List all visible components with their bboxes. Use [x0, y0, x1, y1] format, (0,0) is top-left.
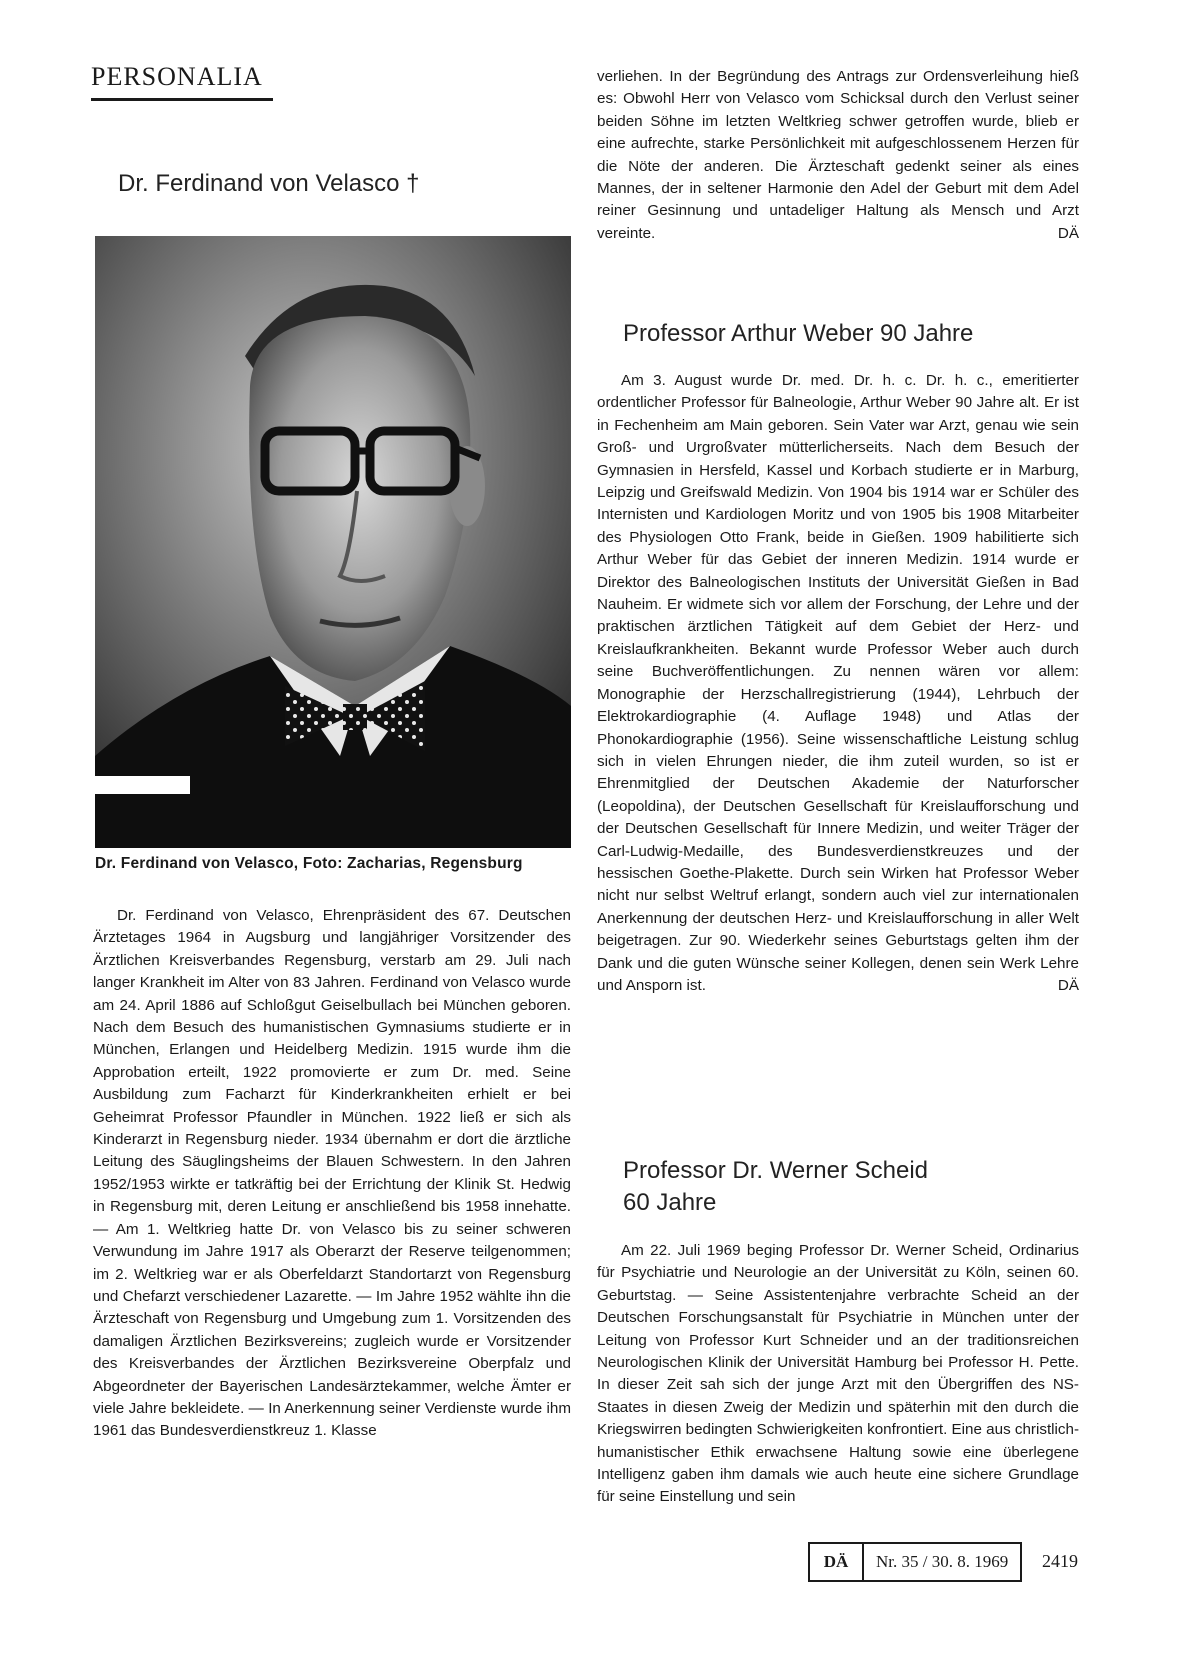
article1-signature: DÄ — [1057, 224, 1079, 242]
page-number: 2419 — [1042, 1551, 1078, 1571]
article2-signature: DÄ — [1057, 976, 1079, 994]
article2-body-column — [597, 370, 1079, 997]
article3-body: Am 22. Juli 1969 beging Professor Dr. Werner Scheid, Ordinarius für Psychiatrie und Neurologie an der Universität zu Köln, seinen 60. Geburtstag. — Seine Assistentenjahre verbrachte Scheid an der Deutschen Forschungsanstalt für Psychiatrie in München unter der Leitung von Professor Kurt Schneider und an der traditionsreichen Neurologischen Klinik der Universität Hamburg bei Professor H. Pette. In dieser Zeit sah sich der junge Arzt mit den Übergriffen des NS-Staates in diesen Zweig der Medizin und späterhin mit den durch die Kriegswirren bedingten Schwierigkeiten konfrontiert. Eine aus christlich-humanistischer Ethik erwachsene Haltung sowie eine überlegene Intelligenz gaben ihm damals wie auch heute eine sichere Grundlage für seine Einstellung und sein — [597, 1242, 1080, 1506]
article1-continuation: verliehen. In der Begründung des Antrags zur Ordensverleihung hieß es: Obwohl Herr von Velasco vom Schicksal durch den Verlust seiner beiden Söhne im letzten Weltkrieg schwer getroffen wurde, blieb er eine aufrechte, starke Persönlichkeit mit aufgeschlossenem Herzen für die Nöte der anderen. Die Ärzteschaft gedenkt seiner als eines Mannes, der in seltener Harmonie den Adel der Geburt mit dem Adel reiner Gesinnung und untadeliger Haltung als Mensch und Arzt vereinte. — [597, 68, 1079, 242]
article1-title: Dr. Ferdinand von Velasco † — [118, 170, 420, 197]
article1-body: Dr. Ferdinand von Velasco, Ehrenpräsident des 67. Deutschen Ärztetages 1964 in Augsburg und langjähriger Vorsitzender des Ärztlichen Kreisverbandes Regensburg, verstarb am 29. Juli nach langer Krankheit im Alter von 83 Jahren. Ferdinand von Velasco wurde am 24. April 1886 auf Schloßgut Geiselbullach bei München geboren. Nach dem Besuch des humanistischen Gymnasiums studierte er in München, Erlangen und Heidelberg Medizin. 1915 wurde ihm die Approbation erteilt, 1922 promovierte er zum Dr. med. Seine Ausbildung zum Facharzt für Kinderkrankheiten erhielt er bei Geheimrat Professor Pfaundler in München. 1922 ließ er sich als Kinderarzt in Regensburg nieder. 1934 übernahm er dort die ärztliche Leitung des Säuglingsheims der Blauen Schwestern. In den Jahren 1952/1953 wirkte er tatkräftig bei der Errichtung der Klinik St. Hedwig in Regensburg mit, deren Leitung er anschließend bis 1958 innehatte. — Am 1. Weltkrieg hatte Dr. von Velasco bis zu seiner schweren Verwundung im Jahre 1917 als Oberarzt der Reserve teilgenommen; im 2. Weltkrieg war er als Oberfeldarzt Standortarzt von Regensburg und Chefarzt verschiedener Lazarette. — Im Jahre 1952 wählte ihn die Ärzteschaft von Regensburg und Umgebung zum 1. Vorsitzenden des damaligen Ärztlichen Bezirksvereins; zugleich wurde er Vorsitzender des Kreisverbandes der Ärztlichen Bezirksvereine Oberpfalz und Abgeordneter der Bayerischen Landesärztekammer, welche Ämter er viele Jahre bekleidete. — In Anerkennung seiner Verdienste wurde ihm 1961 das Bundesverdienstkreuz 1. Klasse — [93, 907, 571, 1440]
journal-footer-box — [808, 1542, 1022, 1582]
article3-title-line2: 60 Jahre — [623, 1189, 717, 1216]
issue-info: Nr. 35 / 30. 8. 1969 — [876, 1552, 1009, 1571]
article1-body-column — [93, 905, 571, 1443]
journal-logo: DÄ — [810, 1544, 864, 1580]
section-label: PERSONALIA — [91, 62, 263, 91]
portrait-photo — [95, 236, 571, 848]
article2-body: Am 3. August wurde Dr. med. Dr. h. c. Dr. h. c., emeritierter ordentlicher Professor für Balneologie, Arthur Weber 90 Jahre alt. Er ist in Fechenheim am Main geboren. Sein Vater war Arzt, genau wie sein Groß- und Urgroßvater mütterlicherseits. Nach dem Besuch der Gymnasien in Hersfeld, Kassel und Korbach studierte er in Marburg, Leipzig und Greifswald Medizin. Von 1904 bis 1914 war er Schüler des Internisten und Kardiologen Moritz und von 1905 bis 1908 Mitarbeiter des Physiologen Otto Frank, beide in Gießen. 1909 habilitierte sich Arthur Weber für das Gebiet der inneren Medizin. 1914 wurde er Direktor des Balneologischen Instituts der Universität Gießen in Bad Nauheim. Er widmete sich vor allem der Forschung, der Lehre und der praktischen ärztlichen Tätigkeit auf dem Gebiet der Herz- und Kreislaufkrankheiten. Bekannt wurde Professor Weber auch durch seine Buchveröffentlichungen. Zu nennen wären vor allem: Monographie der Herzschallregistrierung (1944), Lehrbuch der Elektrokardiographie (4. Auflage 1948) und Atlas der Phonokardiographie (1956). Seine wissenschaftliche Leistung schlug sich in vielen Ehrungen nieder, die ihm zuteil wurden, so ist er Ehrenmitglied der Deutschen Akademie der Naturforscher (Leopoldina), der Deutschen Gesellschaft für Kreislaufforschung und der Deutschen Gesellschaft für Innere Medizin, und weiter Träger der Carl-Ludwig-Medaille, des Bundesverdienstkreuzes und der hessischen Goethe-Plakette. Durch sein Wirken hat Professor Weber nicht nur selbst Weltruf erlangt, sondern auch viel zur internationalen Anerkennung der deutschen Herz- und Kreislaufforschung in aller Welt beigetragen. Zur 90. Wiederkehr seines Geburtstags gelten ihm der Dank und die guten Wünsche seiner Kollegen, denen sein Werk Lehre und Ansporn ist. — [597, 372, 1079, 994]
article1-continuation-column — [597, 66, 1079, 245]
article3-title-line1: Professor Dr. Werner Scheid — [623, 1157, 929, 1184]
section-underline — [91, 98, 273, 101]
article2-title: Professor Arthur Weber 90 Jahre — [623, 320, 974, 347]
article3-body-column — [597, 1240, 1079, 1509]
article3-title — [623, 1155, 928, 1219]
photo-caption: Dr. Ferdinand von Velasco, Foto: Zacharias, Regensburg — [95, 855, 523, 872]
